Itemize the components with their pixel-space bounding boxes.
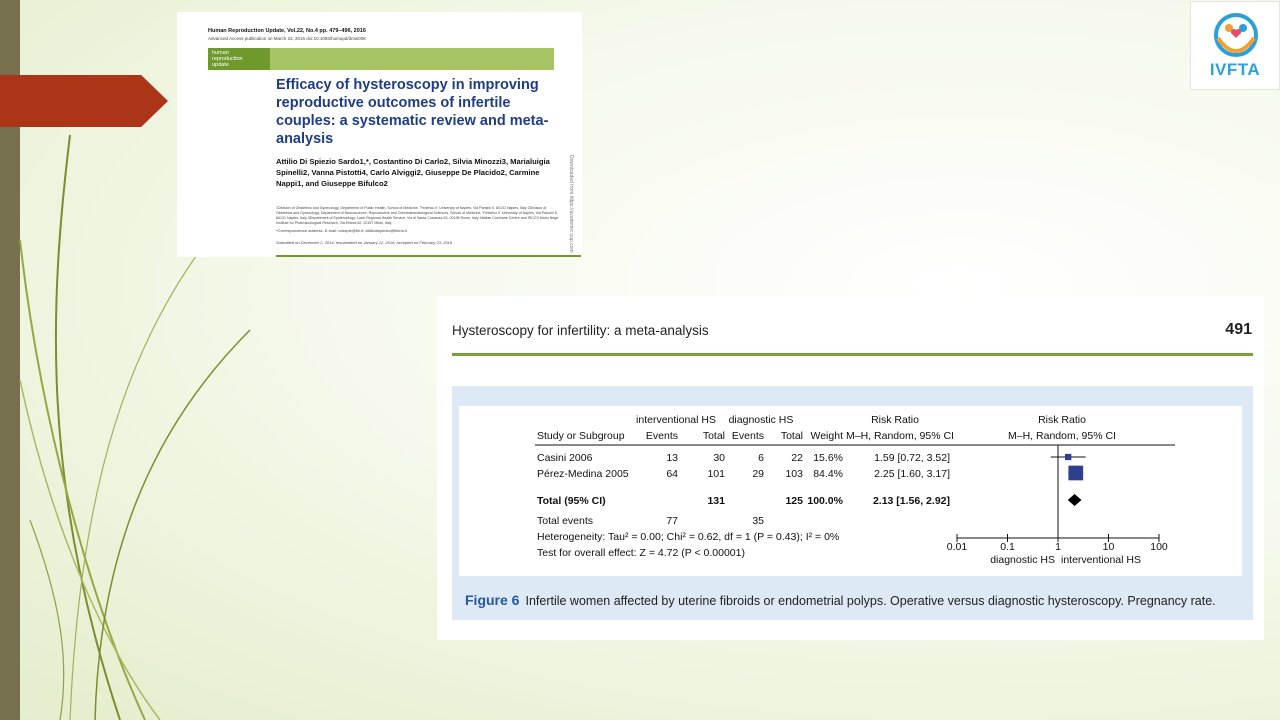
logo-text: IVFTA	[1209, 60, 1261, 79]
total-events-label: Total events	[537, 515, 594, 527]
badge-line: update	[212, 62, 229, 68]
total-weight: 100.0%	[807, 495, 843, 507]
ivfta-logo	[1190, 1, 1280, 90]
header-method: M–H, Random, 95% CI	[846, 430, 954, 442]
study-total-1: 101	[707, 468, 725, 480]
header-events-1: Events	[645, 430, 678, 442]
total-ci: 2.13 [1.56, 2.92]	[872, 495, 950, 507]
x-tick-label: 10	[1102, 541, 1115, 553]
header-rule	[452, 353, 1253, 356]
caption-text: Infertile women affected by uterine fibroids or endometrial polyps. Operative versus diagnostic hysteroscopy. Pregnancy rate.	[525, 594, 1216, 608]
total-events-2: 35	[752, 515, 764, 527]
overall-effect: Test for overall effect: Z = 4.72 (P < 0.00001)	[537, 547, 745, 559]
study-box	[1068, 466, 1083, 481]
paper-title-page	[177, 12, 582, 257]
forest-plot	[459, 406, 1242, 576]
header-method-plot: M–H, Random, 95% CI	[1008, 430, 1116, 442]
total-n-1: 131	[707, 495, 725, 507]
paper-authors: Attilio Di Spiezio Sardo1,*, Costantino Di Carlo2, Silvia Minozzi3, Marialuigia Spinelli2, Vanna Pistotti4, Carlo Alviggi2, Giuseppe De Placido2, Carmine Nappi1, and Giuseppe Bifulco2	[276, 157, 550, 188]
forest-plot-area	[459, 406, 1242, 576]
header-group1: interventional HS	[636, 414, 716, 426]
study-events-2: 29	[752, 468, 764, 480]
study-total-2: 22	[791, 452, 803, 464]
running-head: Hysteroscopy for infertility: a meta-analysis	[452, 323, 709, 338]
total-diamond	[1068, 494, 1082, 506]
total-label: Total (95% CI)	[537, 495, 606, 507]
heterogeneity: Heterogeneity: Tau² = 0.00; Chi² = 0.62, df = 1 (P = 0.43); I² = 0%	[537, 531, 840, 543]
journal-line: Human Reproduction Update, Vol.22, No.4 pp. 479–496, 2016	[208, 28, 366, 34]
footer-rule	[276, 255, 581, 257]
paper-affiliations: 1Division of Obstetrics and Gynecology, Department of Public Health, School of Medicine, 'Federico II' University of Naples, Via Pansini 5, 80131 Naples, Italy 2Division of Obstetrics and Gynecology, Department of Neuroscience, Reproductive and Odontostomatological Sciences, School of Medicine, 'Federico II' University of Naples, Via Pansini 5, 80131 Naples, Italy 3Department of Epidemiology, Lazio Regional Health Service, Via di Santa Costanza 53, 00198 Rome, Italy 4Italian Cochrane Centre and IRCCS Mario Negri Institute for Pharmacological Research, Via Eritrea 62, 20157 Milan, Italy	[276, 206, 559, 225]
favours-right: interventional HS	[1061, 554, 1141, 566]
study-name: Pérez-Medina 2005	[537, 468, 629, 480]
total-events-1: 77	[666, 515, 678, 527]
caption-label: Figure 6	[465, 592, 520, 608]
total-n-2: 125	[785, 495, 803, 507]
side-note	[567, 155, 575, 275]
header-risk-ratio-plot: Risk Ratio	[1038, 414, 1086, 426]
badge-line: reproduction	[212, 56, 243, 62]
study-ci: 1.59 [0.72, 3.52]	[874, 452, 950, 464]
x-tick-label: 100	[1150, 541, 1168, 553]
header-study: Study or Subgroup	[537, 430, 625, 442]
header-total-1: Total	[702, 430, 725, 442]
x-tick-label: 0.1	[1000, 541, 1015, 553]
figure-caption	[465, 592, 1216, 608]
header-weight: Weight	[810, 430, 843, 442]
study-events-1: 64	[666, 468, 678, 480]
paper-title: Efficacy of hysteroscopy in improving reproductive outcomes of infertile couples: a systematic review and meta-analysis	[276, 77, 549, 147]
study-total-2: 103	[785, 468, 803, 480]
correspondence: *Correspondence address. E-mail: cdsspie@tin.it; attiliodispiezio@libero.it	[276, 228, 408, 233]
study-weight: 84.4%	[813, 468, 843, 480]
page-number: 491	[1225, 321, 1252, 338]
figure-page	[437, 296, 1264, 640]
x-tick-label: 0.01	[946, 541, 968, 553]
study-weight: 15.6%	[813, 452, 843, 464]
header-events-2: Events	[731, 430, 764, 442]
study-ci: 2.25 [1.60, 3.17]	[874, 468, 950, 480]
submission-dates: Submitted on December 2, 2014; resubmitted on January 12, 2016; accepted on February 23, 2016	[276, 240, 453, 245]
header-risk-ratio: Risk Ratio	[871, 414, 919, 426]
side-note-text: Downloaded from https://academic.oup.com	[568, 155, 574, 253]
advance-line: Advanced Access publication on March 23, 2016 doi:10.1093/humupd/dmw008	[208, 36, 366, 41]
study-name: Casini 2006	[537, 452, 593, 464]
header-total-2: Total	[780, 430, 803, 442]
study-box	[1065, 454, 1071, 460]
x-tick-label: 1	[1055, 541, 1061, 553]
study-events-1: 13	[666, 452, 678, 464]
badge-line: human	[212, 50, 229, 56]
study-total-1: 30	[713, 452, 725, 464]
study-events-2: 6	[758, 452, 764, 464]
header-group2: diagnostic HS	[728, 414, 794, 426]
favours-left: diagnostic HS	[990, 554, 1055, 566]
journal-badge	[208, 48, 270, 70]
